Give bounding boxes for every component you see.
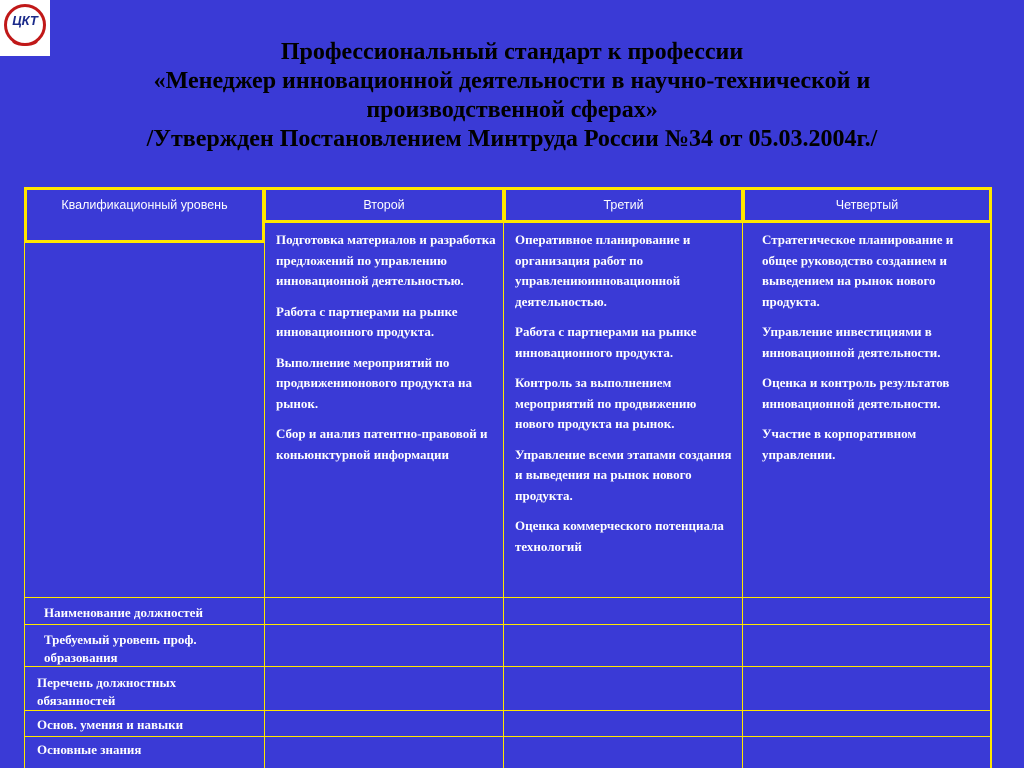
duty-item: Участие в корпоративном управлении.: [762, 426, 917, 462]
grid-line: [742, 223, 743, 768]
logo-text: ЦКТ: [12, 13, 38, 28]
duty-item: Оперативное планирование и организация работ по управлениюинновационной деятельностью.: [515, 232, 691, 309]
grid-line: [24, 597, 992, 598]
duty-item: Управление инвестициями в инновационной деятельности.: [762, 324, 941, 360]
title-line-2: «Менеджер инновационной деятельности в научно-технической и: [153, 68, 871, 94]
duty-item: Подготовка материалов и разработка предложений по управлению инновационной деятельностью.: [276, 232, 496, 288]
duties-level-2: [265, 225, 503, 597]
header-level-4: [742, 187, 992, 223]
row-label-duties: Перечень должностных обязанностей: [37, 675, 177, 708]
grid-line: [990, 223, 992, 768]
duty-item: Оценка коммерческого потенциала технологий: [515, 518, 724, 554]
row-label-skills: Основ. умения и навыки: [37, 717, 184, 732]
header-level-3: [503, 187, 744, 223]
grid-line: [24, 624, 992, 625]
header-label: Четвертый: [835, 198, 899, 212]
duty-item: Работа с партнерами на рынке инновационного продукта.: [515, 324, 697, 360]
duty-item: Контроль за выполнением мероприятий по продвижению нового продукта на рынок.: [515, 375, 697, 431]
page-title: [40, 38, 984, 154]
duty-item: Стратегическое планирование и общее руководство созданием и выведением на рынок нового продукта.: [762, 232, 954, 309]
header-qualification-level: [24, 187, 265, 243]
duty-item: Выполнение мероприятий по продвижениюнового продукта на рынок.: [276, 354, 472, 411]
row-label-positions: Наименование должностей: [44, 605, 203, 620]
header-label: Квалификационный уровень: [61, 198, 228, 212]
duty-item: Оценка и контроль результатов инновационной деятельности.: [762, 375, 950, 411]
duty-item: Управление всеми этапами создания и выведения на рынок нового продукта.: [515, 446, 732, 503]
laurel-icon: [12, 36, 38, 46]
title-line-4: /Утвержден Постановлением Минтруда России №34 от 05.03.2004г./: [146, 126, 878, 152]
grid-line: [24, 243, 25, 768]
grid-line: [24, 710, 992, 711]
grid-line: [24, 736, 992, 737]
header-level-2: [263, 187, 505, 223]
row-label-knowledge: Основные знания: [37, 742, 142, 757]
duty-item: Работа с партнерами на рынке инновационного продукта.: [276, 303, 458, 339]
header-label: Второй: [363, 198, 405, 212]
duties-level-3: [504, 225, 742, 597]
title-line-3: производственной сферах»: [366, 97, 658, 123]
header-label: Третий: [603, 198, 644, 212]
duties-level-4: [751, 225, 989, 597]
duty-item: Сбор и анализ патентно-правовой и коньюнктурной информации: [276, 426, 488, 462]
title-line-1: Профессиональный стандарт к профессии: [280, 39, 744, 65]
row-label-education: Требуемый уровень проф. образования: [44, 632, 197, 665]
